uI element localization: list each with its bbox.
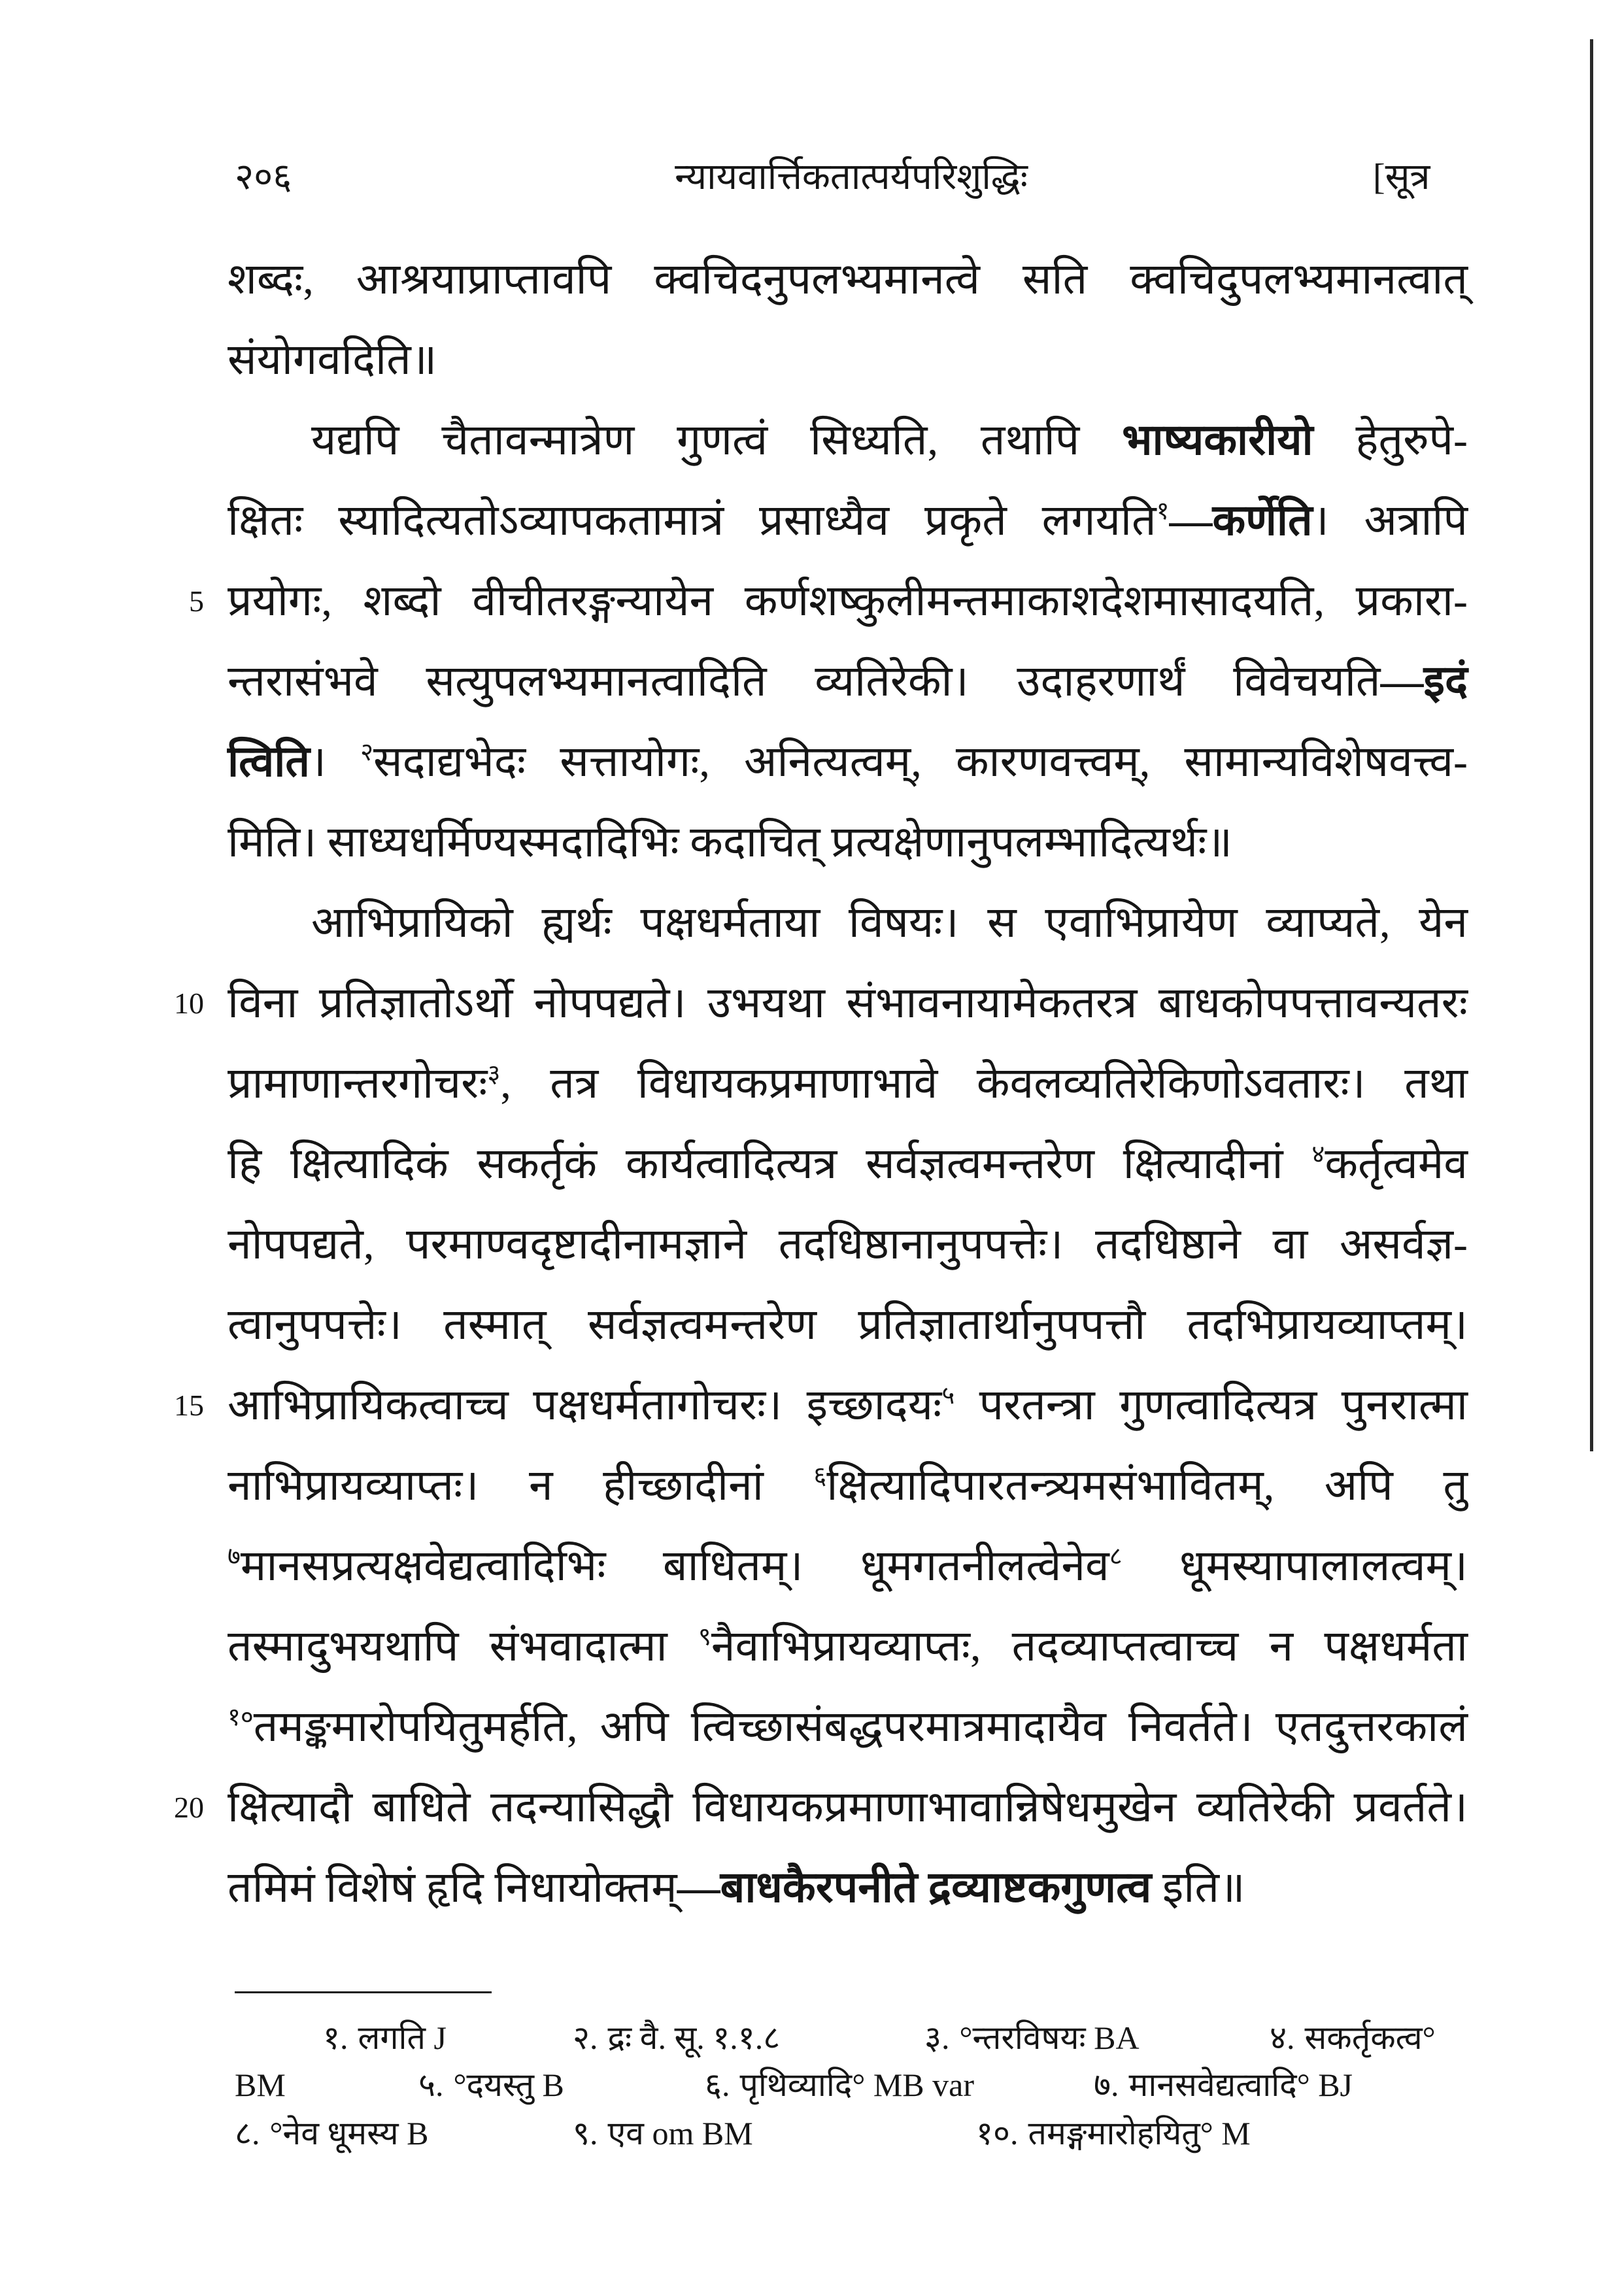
text-line — [228, 1124, 1468, 1204]
text-line — [228, 400, 1468, 481]
footnote-ref: ७ — [228, 1543, 241, 1571]
footnote — [418, 2061, 693, 2108]
footnote-text: °नेव धूमस्य B — [269, 2115, 429, 2152]
footnote-text: पृथिव्यादि° MB var — [739, 2067, 974, 2103]
bold-term: त्विति — [228, 738, 310, 786]
text-segment: यद्यपि चैतावन्मात्रेण गुणत्वं सिध्यति, तथापि — [311, 416, 1123, 464]
text-line — [174, 1767, 1468, 1848]
text-segment: आभिप्रायिकत्वाच्च पक्षधर्मतागोचरः। इच्छादयः — [228, 1381, 942, 1429]
line-number: 15 — [174, 1389, 204, 1422]
text-segment: नैवाभिप्रायव्याप्तः, तदव्याप्तत्वाच्च न पक्षधर्मता — [711, 1623, 1468, 1670]
footnote-ref: ८ — [1109, 1543, 1123, 1571]
text-line — [174, 1365, 1468, 1445]
footnote — [1270, 2014, 1518, 2061]
text-line — [228, 802, 1468, 883]
text-line — [228, 1848, 1468, 1928]
footnote-number: ३. — [924, 2019, 950, 2056]
text-line — [228, 1285, 1468, 1365]
footnote-number: १. — [323, 2019, 348, 2056]
running-title: न्यायवार्त्तिकतात्पर्यपरिशुद्धिः — [675, 157, 1028, 197]
footnote-number: ४. — [1270, 2019, 1295, 2056]
text-line — [228, 1687, 1468, 1767]
text-segment: । अत्रापि — [1312, 497, 1468, 545]
text-segment: आभिप्रायिको ह्यर्थः पक्षधर्मताया विषयः। स एवाभिप्रायेण व्याप्यते, येन — [311, 899, 1468, 947]
footnote-number: ६. — [705, 2067, 730, 2103]
text-segment: मानसप्रत्यक्षवेद्यत्वादिभिः बाधितम्। धूमगतनीलत्वेनेव — [240, 1542, 1109, 1590]
text-line — [228, 1445, 1468, 1526]
text-segment: तमिमं विशेषं हृदि निधायोक्तम् — [228, 1864, 677, 1912]
footnote-text: लगति J — [358, 2019, 447, 2056]
footnote-ref: ४ — [1311, 1141, 1325, 1169]
text-line — [228, 1526, 1468, 1606]
footnote — [323, 2014, 558, 2061]
text-line — [228, 722, 1468, 802]
footnote-number: २. — [573, 2019, 598, 2056]
text-segment: प्रयोगः, शब्दो वीचीतरङ्गन्यायेन कर्णशष्कुलीमन्तमाकाशदेशमासादयति, प्रकारा- — [228, 577, 1468, 625]
section-label: [सूत्र — [1373, 157, 1430, 197]
text-segment: हि क्षित्यादिकं सकर्तृकं कार्यत्वादित्यत्र सर्वज्ञत्वमन्तरेण क्षित्यादीनां — [228, 1140, 1312, 1188]
footnote-ref: ३ — [487, 1060, 501, 1089]
footnote — [573, 2014, 913, 2061]
text-line — [228, 481, 1468, 561]
text-line — [228, 641, 1468, 722]
footnote-number: ७. — [1094, 2067, 1119, 2103]
footnote-number: ५. — [418, 2067, 444, 2103]
footnote-text: द्रः वै. सू. १.१.८ — [607, 2019, 781, 2056]
footnote — [573, 2110, 965, 2157]
footnote-ref: १ — [1156, 498, 1170, 526]
page-number: २०६ — [235, 157, 292, 197]
footnote — [235, 2110, 562, 2157]
footnote — [976, 2110, 1473, 2157]
footnote-text: °दयस्तु B — [453, 2067, 564, 2103]
text-line — [189, 561, 1468, 641]
text-segment: परतन्त्रा गुणत्वादित्यत्र पुनरात्मा — [955, 1381, 1468, 1429]
text-line — [228, 1043, 1468, 1124]
footnote-text: सकर्तृकत्व° — [1304, 2019, 1436, 2056]
text-line — [228, 1204, 1468, 1285]
text-segment: कर्तृत्वमेव — [1325, 1140, 1468, 1188]
footnote — [1094, 2061, 1499, 2108]
bold-term: —कर्णेति — [1169, 497, 1313, 545]
text-segment: सदाद्यभेदः सत्तायोगः, अनित्यत्वम्, कारणवत्त्वम्, सामान्यविशेषवत्त्व- — [373, 738, 1468, 786]
footnote — [924, 2014, 1258, 2061]
text-line — [228, 883, 1468, 963]
text-segment: त्वानुपपत्तेः। तस्मात् सर्वज्ञत्वमन्तरेण प्रतिज्ञातार्थानुपपत्तौ तदभिप्रायव्याप्तम्। — [228, 1301, 1468, 1349]
text-segment: क्षितः स्यादित्यतोऽव्यापकतामात्रं प्रसाध्यैव प्रकृते लगयति — [228, 497, 1157, 545]
footnote-number: ९. — [573, 2115, 598, 2152]
text-segment: तमङ्कमारोपयितुमर्हति, अपि त्विच्छासंबद्धपरमात्रमादायैव निवर्तते। एतदुत्तरकालं — [253, 1703, 1468, 1751]
text-segment: नाभिप्रायव्याप्तः। न हीच्छादीनां — [228, 1462, 814, 1510]
footnote-number: १०. — [976, 2115, 1019, 2152]
footnote-text: एव om BM — [607, 2115, 753, 2152]
text-segment: न्तरासंभवे सत्युपलभ्यमानत्वादिति व्यतिरेकी। उदाहरणार्थं विवेचयति — [228, 658, 1381, 705]
text-segment: क्षित्यादौ बाधिते तदन्यासिद्धौ विधायकप्रमाणाभावान्निषेधमुखेन व्यतिरेकी प्रवर्तते। — [228, 1783, 1468, 1831]
text-segment: संयोगवदिति॥ — [228, 336, 437, 384]
scan-edge-line — [1590, 39, 1593, 1451]
line-number: 5 — [189, 584, 204, 618]
text-segment: । — [310, 738, 361, 786]
text-segment: प्रामाणान्तरगोचरः — [228, 1060, 488, 1107]
text-segment: नोपपद्यते, परमाण्वदृष्टादीनामज्ञाने तदधिष्ठानानुपपत्तेः। तदधिष्ठाने वा असर्वज्ञ- — [228, 1221, 1468, 1268]
text-segment: तस्मादुभयथापि संभवादात्मा — [228, 1623, 698, 1670]
bold-term: भाष्यकारीयो — [1122, 416, 1313, 464]
text-segment: क्षित्यादिपारतन्त्र्यमसंभावितम्, अपि तु — [826, 1462, 1468, 1510]
footnote-text: तमङ्गमारोहयितु° M — [1028, 2115, 1251, 2152]
bold-term: —इदं — [1380, 658, 1468, 705]
footnote-continuation — [235, 2061, 405, 2108]
bold-term: —बाधकैरपनीते द्रव्याष्टकगुणत्व — [677, 1864, 1152, 1912]
text-segment: शब्दः, आश्रयाप्राप्तावपि क्वचिदनुपलभ्यमानत्वे सति क्वचिदुपलभ्यमानत्वात् — [228, 256, 1468, 303]
text-segment: धूमस्यापालालत्वम्। — [1122, 1542, 1468, 1590]
text-segment: , तत्र विधायकप्रमाणाभावे केवलव्यतिरेकिणोऽवतारः। तथा — [500, 1060, 1468, 1107]
text-segment: इति॥ — [1151, 1864, 1245, 1912]
text-segment: मिति। साध्यधर्मिण्यस्मदादिभिः कदाचित् प्रत्यक्षेणानुपलम्भादित्यर्थः॥ — [228, 819, 1232, 866]
text-line — [228, 1606, 1468, 1687]
footnote-text: °न्तरविषयः BA — [959, 2019, 1140, 2056]
text-line — [174, 963, 1468, 1043]
footnote-ref: १० — [228, 1704, 254, 1732]
text-line — [228, 239, 1468, 320]
text-line — [228, 320, 1468, 400]
text-segment: हेतुरुपे- — [1313, 416, 1468, 464]
line-number: 20 — [174, 1791, 204, 1824]
line-number: 10 — [174, 987, 204, 1020]
footnote-text: BM — [235, 2067, 286, 2103]
footnote-ref: २ — [360, 739, 374, 767]
footnote-ref: ६ — [813, 1462, 827, 1491]
footnote-number: ८. — [235, 2115, 260, 2152]
footnote-ref: ५ — [941, 1382, 955, 1410]
footnote — [705, 2061, 1084, 2108]
main-text — [174, 239, 1468, 1928]
footnote-text: मानसवेद्यत्वादि° BJ — [1128, 2067, 1353, 2103]
footnote-ref: ९ — [698, 1623, 711, 1651]
footnote-rule — [235, 1991, 492, 1993]
text-segment: विना प्रतिज्ञातोऽर्थो नोपपद्यते। उभयथा संभावनायामेकतरत्र बाधकोपपत्तावन्यतरः — [228, 979, 1468, 1027]
